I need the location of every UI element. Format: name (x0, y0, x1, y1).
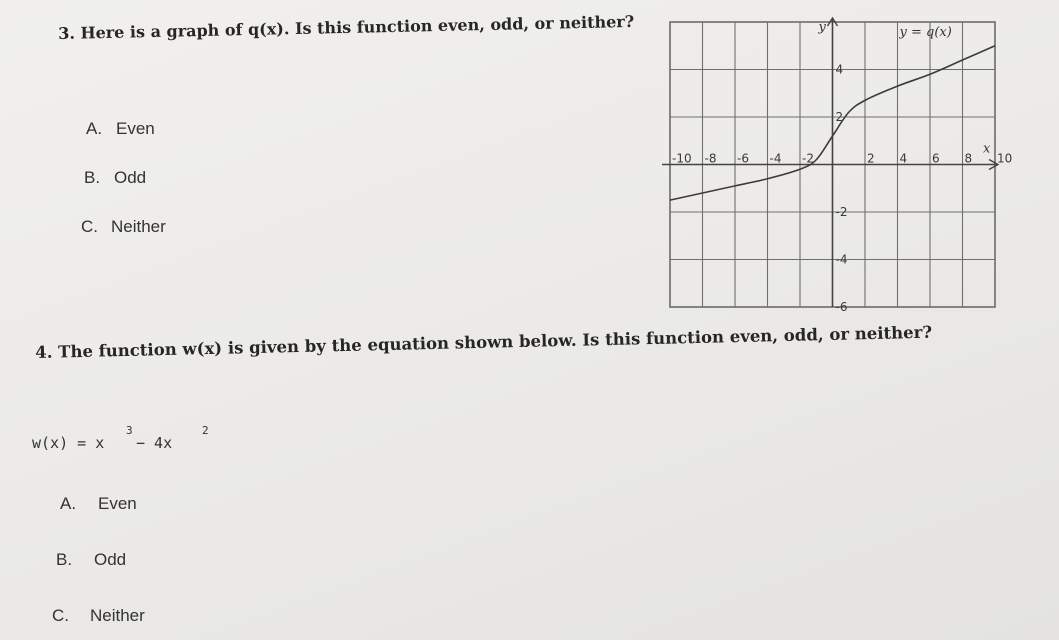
x-tick-label: 2 (867, 151, 875, 166)
choice-letter: C. (52, 606, 69, 625)
choice-label: Neither (90, 606, 145, 625)
choice-label: Odd (114, 168, 147, 187)
choice-letter: A. (60, 494, 77, 513)
x-tick-label: -10 (672, 151, 692, 166)
y-tick-label: -4 (835, 252, 848, 267)
x-axis-label: x (983, 141, 991, 157)
x-tick-label: -8 (704, 151, 717, 166)
q3-choice-b[interactable] (84, 168, 146, 188)
q4-choice-a[interactable] (60, 494, 137, 514)
q4-choice-b[interactable] (56, 550, 126, 570)
x-tick-label: 6 (932, 151, 940, 166)
choice-letter: B. (56, 550, 73, 569)
choice-letter: B. (84, 168, 101, 187)
question-4-text: 4. The function w(x) is given by the equation shown below. Is this function even, odd, or neither? (35, 322, 933, 362)
q3-choice-c[interactable] (81, 217, 166, 237)
q3-choice-a[interactable] (86, 119, 155, 139)
x-tick-label: -4 (769, 151, 782, 166)
equation-lhs: w(x) = x (32, 434, 105, 452)
y-tick-label: -2 (835, 205, 848, 219)
x-tick-label: -2 (802, 151, 814, 166)
equation-middle: − 4x (136, 434, 173, 452)
q-graph (655, 10, 1013, 314)
choice-letter: A. (86, 119, 103, 138)
choice-label: Odd (94, 550, 127, 569)
y-axis-label: y (818, 20, 826, 35)
y-tick-label: 4 (835, 62, 844, 77)
x-tick-label: 4 (899, 151, 908, 166)
axis-labels (818, 20, 992, 157)
x-tick-label: 8 (964, 151, 973, 166)
equation-exponent-3: 3 (126, 424, 133, 437)
x-tick-label: -6 (737, 151, 749, 166)
q4-choice-c[interactable] (52, 606, 145, 626)
choice-label: Even (98, 494, 137, 513)
x-tick-label: 10 (997, 151, 1013, 166)
choice-label: Even (116, 119, 155, 138)
choice-letter: C. (81, 217, 98, 236)
y-tick-label: 2 (835, 110, 844, 124)
function-label: y = q(x) (899, 25, 952, 40)
y-tick-label: -6 (835, 300, 848, 314)
question-3-text: 3. Here is a graph of q(x). Is this function even, odd, or neither? (58, 11, 635, 43)
equation-exponent-2: 2 (202, 424, 209, 437)
choice-label: Neither (111, 217, 166, 236)
